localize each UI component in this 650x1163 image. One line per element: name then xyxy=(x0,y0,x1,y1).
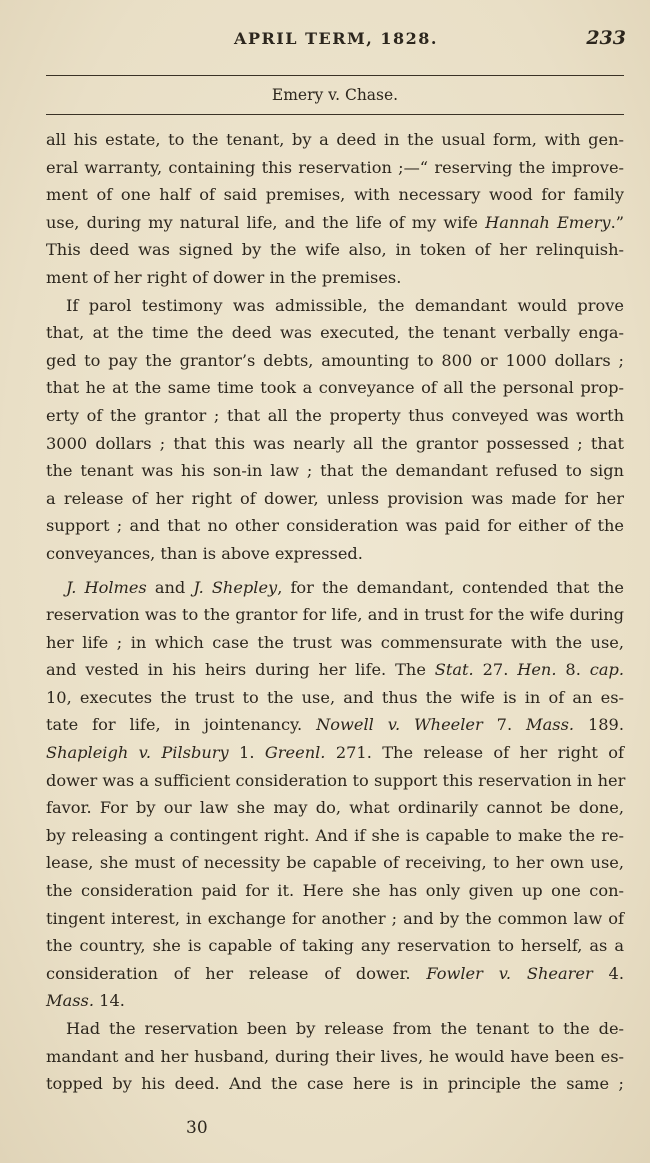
text-line: If parol testimony was admissible, the demandant would prove xyxy=(66,295,624,315)
text-line: a release of her right of dower, unless provision was made for her xyxy=(46,488,624,508)
bottom-rule xyxy=(46,114,624,115)
text-line: This deed was signed by the wife also, in token of her relinquish- xyxy=(46,240,624,260)
text-line: mandant and her husband, during their lives, he would have been es- xyxy=(46,1046,624,1066)
text-line: Shapleigh v. Pilsbury 1. Greenl. 271. The release of her right of xyxy=(46,743,624,763)
text-line: all his estate, to the tenant, by a deed in the usual form, with gen- xyxy=(46,130,624,149)
text-line: dower was a sufficient consideration to support this reservation in her xyxy=(46,770,626,790)
text-line: ged to pay the grantor’s debts, amounting to 800 or 1000 dollars ; xyxy=(46,350,624,370)
text-line: topped by his deed. And the case here is in principle the same ; xyxy=(46,1074,624,1094)
text-line: ment of her right of dower in the premises. xyxy=(46,267,402,287)
signature-mark: 30 xyxy=(186,1118,208,1138)
case-title: Emery v. Chase. xyxy=(271,86,399,104)
text-line: 3000 dollars ; that this was nearly all the grantor possessed ; that xyxy=(46,433,624,453)
text-line: ment of one half of said premises, with necessary wood for family xyxy=(46,185,624,205)
text-line: J. Holmes and J. Shepley, for the demandant, contended that the xyxy=(66,577,624,597)
text-line: tate for life, in jointenancy. Nowell v. Wheeler 7. Mass. 189. xyxy=(46,715,624,735)
text-line: the country, she is capable of taking any reservation to herself, as a xyxy=(46,936,624,956)
text-line: favor. For by our law she may do, what ordinarily cannot be done, xyxy=(46,798,624,818)
text-line: that, at the time the deed was executed, the tenant verbally enga- xyxy=(46,323,624,343)
text-line: use, during my natural life, and the life of my wife Hannah Emery.” xyxy=(46,212,624,232)
paragraph xyxy=(46,1015,624,1098)
top-rule xyxy=(46,75,624,76)
text-line: the tenant was his son-in law ; that the demandant refused to sign xyxy=(46,461,624,481)
text-line: support ; and that no other consideration was paid for either of the xyxy=(46,516,624,536)
text-line: consideration of her release of dower. Fowler v. Shearer 4. xyxy=(46,963,624,983)
running-head xyxy=(46,27,626,53)
text-line: by releasing a contingent right. And if she is capable to make the re- xyxy=(46,825,624,845)
text-line: conveyances, than is above expressed. xyxy=(46,543,363,563)
text-line: eral warranty, containing this reservation ;—“ reserving the improve- xyxy=(46,157,624,177)
text-line: tingent interest, in exchange for another ; and by the common law of xyxy=(46,908,624,928)
text-line: Had the reservation been by release from the tenant to the de- xyxy=(66,1019,624,1038)
paragraph xyxy=(46,574,624,1016)
text-line: 10, executes the trust to the use, and thus the wife is in of an es- xyxy=(46,687,624,707)
page-number: 233 xyxy=(586,27,626,49)
text-line: the consideration paid for it. Here she has only given up one con- xyxy=(46,881,624,901)
text-line: that he at the same time took a conveyance of all the personal prop- xyxy=(46,378,624,398)
text-line: lease, she must of necessity be capable of receiving, to her own use, xyxy=(46,853,624,873)
term-heading: APRIL TERM, 1828. xyxy=(234,29,438,48)
text-line: reservation was to the grantor for life, and in trust for the wife during xyxy=(46,605,624,625)
text-line: and vested in his heirs during her life. The Stat. 27. Hen. 8. cap. xyxy=(46,660,624,680)
text-line: her life ; in which case the trust was commensurate with the use, xyxy=(46,632,624,652)
paragraph xyxy=(46,126,624,292)
body-text xyxy=(46,126,624,1098)
text-line: Mass. 14. xyxy=(46,991,125,1011)
text-line: erty of the grantor ; that all the property thus conveyed was worth xyxy=(46,405,624,425)
paragraph xyxy=(46,292,624,568)
